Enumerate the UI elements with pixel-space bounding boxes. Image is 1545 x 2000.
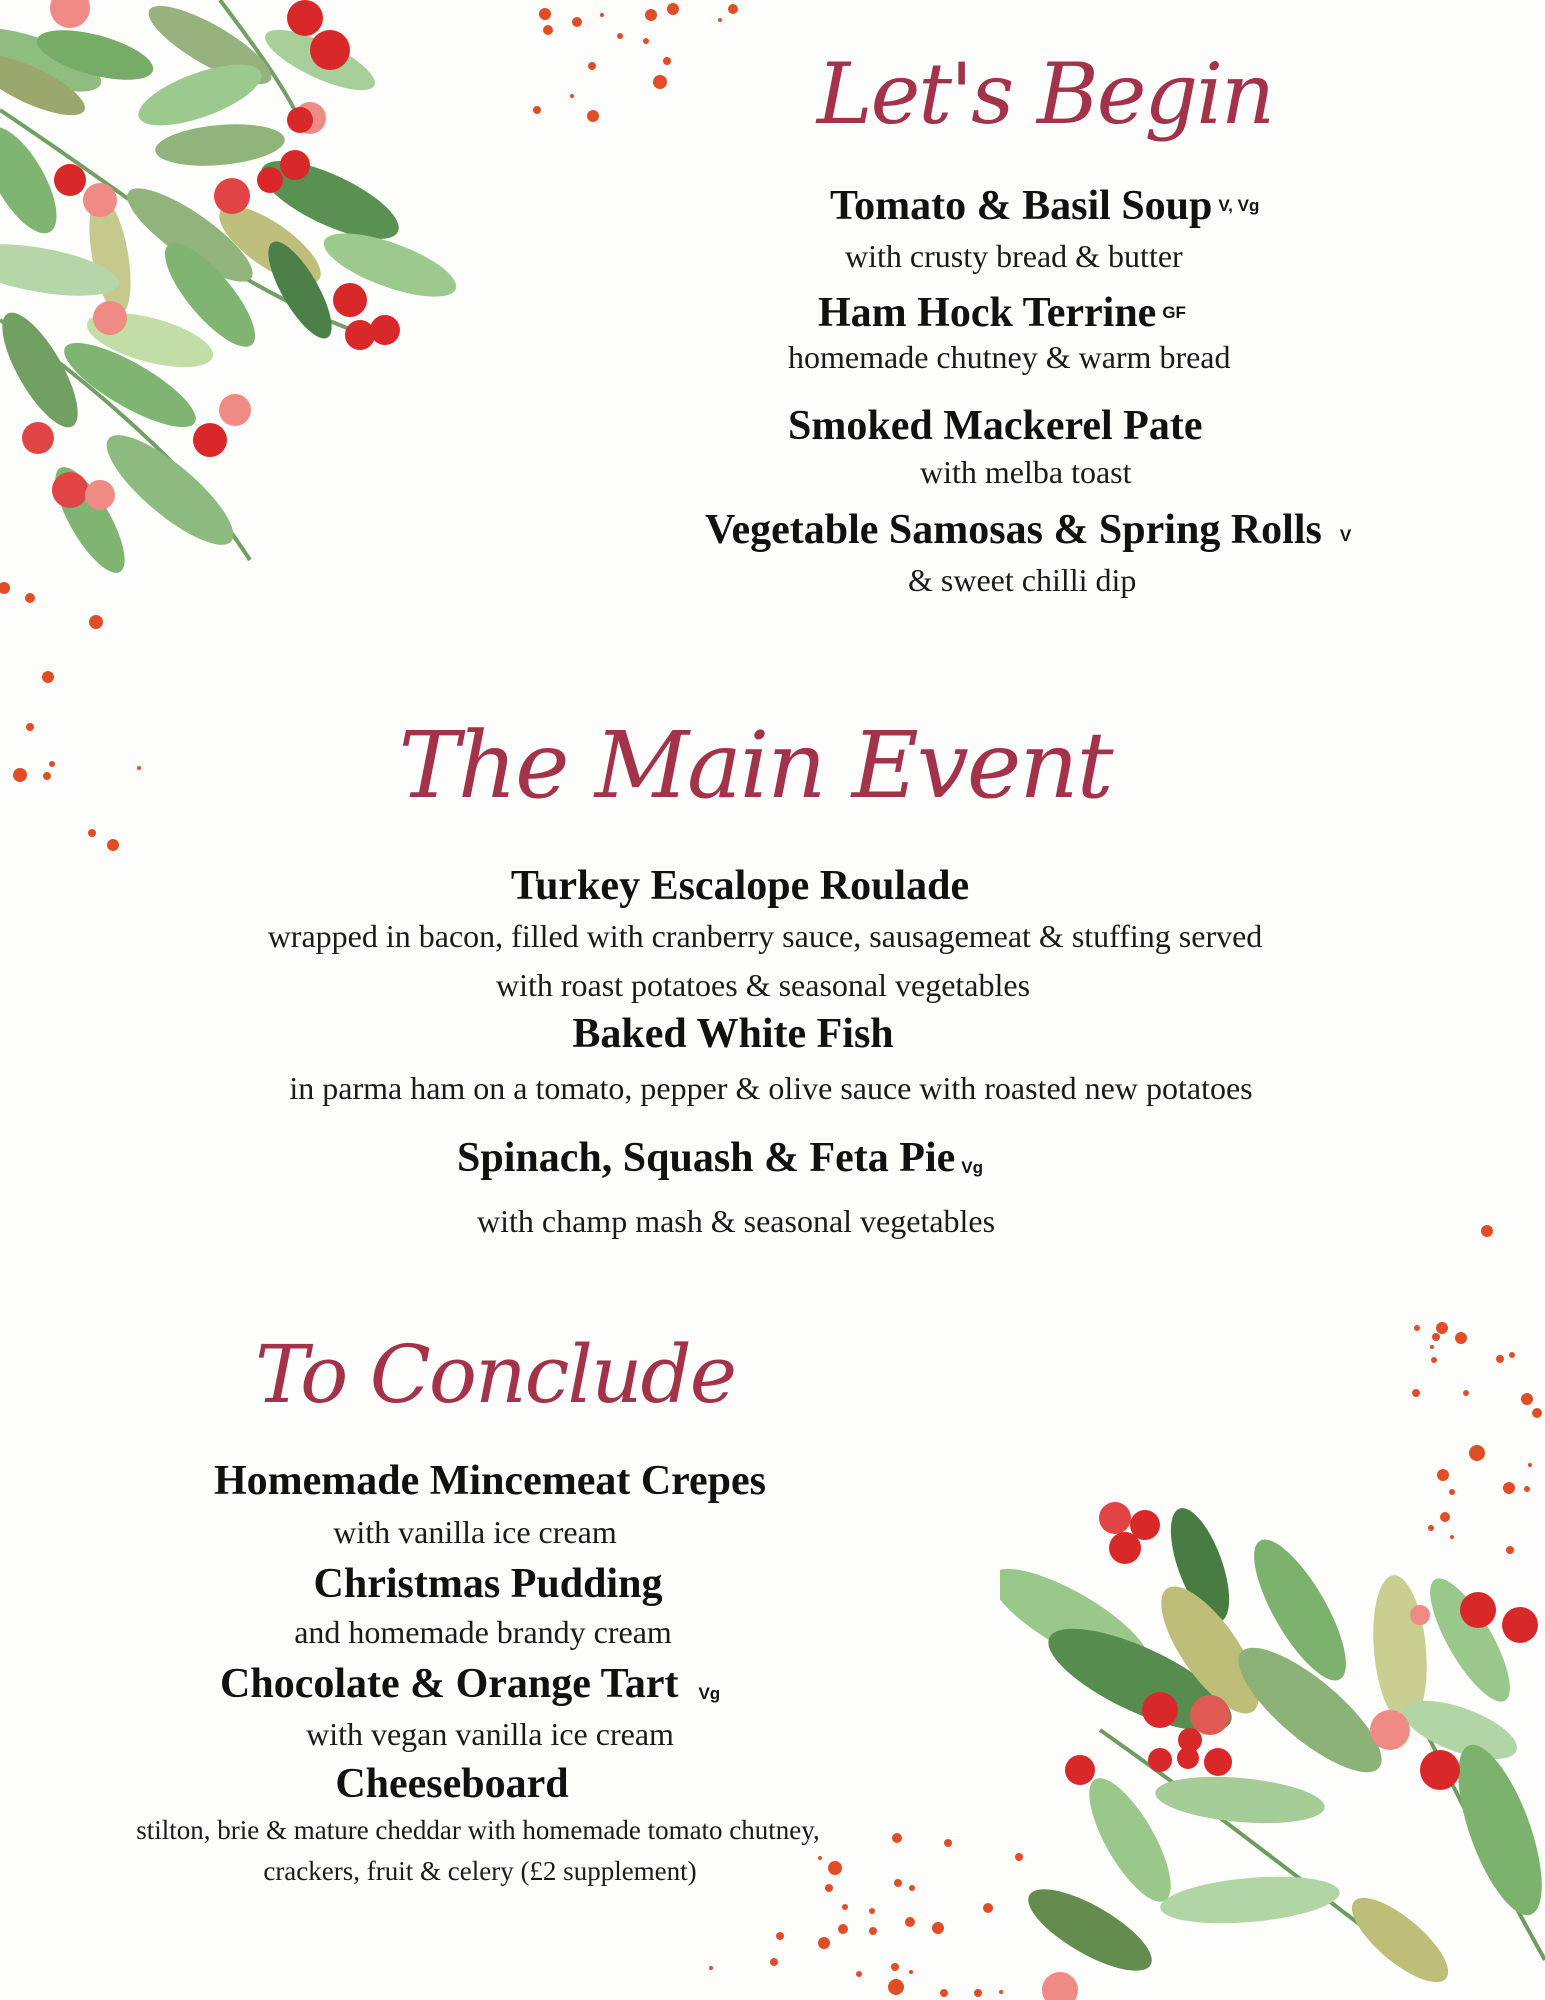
dish-description-continued: crackers, fruit & celery (£2 supplement) — [263, 1856, 697, 1886]
section-heading-desserts: To Conclude — [254, 1328, 736, 1421]
dish-name: Spinach, Squash & Feta Pie — [457, 1135, 956, 1181]
dish-title — [457, 1134, 983, 1182]
dish-name: Tomato & Basil Soup — [830, 183, 1213, 229]
dish-title — [818, 289, 1186, 337]
dish-name: Ham Hock Terrine — [818, 290, 1157, 336]
dish-description: with champ mash & seasonal vegetables — [477, 1203, 996, 1239]
section-heading-mains: The Main Event — [398, 712, 1112, 819]
dish-title: Baked White Fish — [572, 1011, 894, 1057]
dish-title: Homemade Mincemeat Crepes — [213, 1458, 767, 1504]
dietary-tag: V — [1339, 526, 1352, 545]
section-heading-starters: Let's Begin — [816, 45, 1274, 143]
dish-description: wrapped in bacon, filled with cranberry sauce, sausagemeat & stuffing served — [267, 918, 1263, 954]
dish-title: Smoked Mackerel Pate — [788, 403, 1203, 449]
dish-description: stilton, brie & mature cheddar with homemade tomato chutney, — [136, 1815, 820, 1845]
dish-description: & sweet chilli dip — [908, 562, 1137, 598]
dish-name: Vegetable Samosas & Spring Rolls — [705, 507, 1322, 553]
holly-foliage-top-left-decoration — [0, 0, 520, 640]
holly-foliage-bottom-right-decoration — [1000, 1500, 1545, 2000]
dietary-tag: Vg — [698, 1684, 721, 1703]
dish-title: Turkey Escalope Roulade — [510, 863, 970, 909]
dish-description: in parma ham on a tomato, pepper & olive sauce with roasted new potatoes — [289, 1070, 1253, 1106]
dish-title — [220, 1660, 720, 1708]
dish-description: with vanilla ice cream — [333, 1514, 617, 1550]
dietary-tag: V, Vg — [1218, 196, 1260, 215]
dish-description: with vegan vanilla ice cream — [306, 1716, 674, 1752]
dish-title — [705, 506, 1351, 554]
dish-description: homemade chutney & warm bread — [788, 339, 1231, 375]
dish-title — [830, 182, 1259, 230]
dish-title: Cheeseboard — [335, 1761, 569, 1807]
dietary-tag: Vg — [961, 1158, 983, 1177]
dish-description: with melba toast — [920, 454, 1132, 490]
dish-description: with crusty bread & butter — [845, 238, 1183, 274]
dietary-tag: GF — [1162, 303, 1186, 322]
dish-name: Chocolate & Orange Tart — [220, 1661, 679, 1707]
dish-title: Christmas Pudding — [313, 1561, 663, 1607]
dish-description-continued: with roast potatoes & seasonal vegetables — [495, 967, 1031, 1003]
dish-description: and homemade brandy cream — [294, 1614, 672, 1650]
